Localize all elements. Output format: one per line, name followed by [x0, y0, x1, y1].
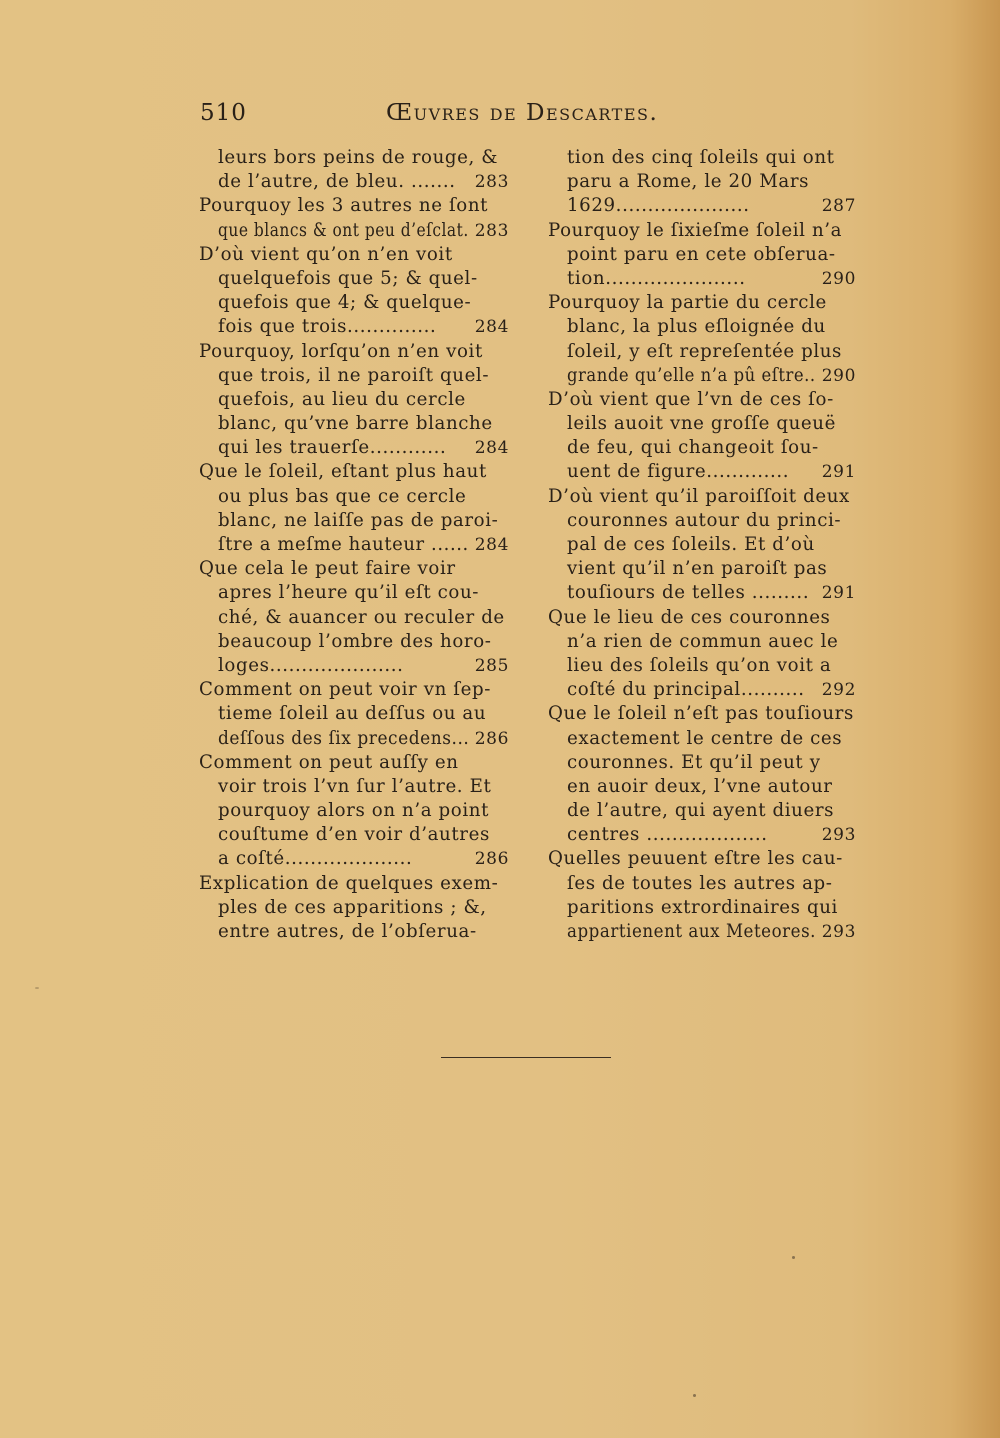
toc-entry-text: point paru en cete obſerua-: [567, 243, 836, 265]
toc-line: [548, 291, 856, 315]
toc-entry-text: uent de figure.............: [567, 461, 790, 483]
toc-page-number: 287: [821, 196, 856, 217]
toc-line: [199, 509, 509, 533]
toc-line: [199, 606, 509, 630]
toc-page-number: 291: [821, 462, 856, 483]
toc-line: [548, 557, 856, 581]
toc-line: [548, 388, 856, 412]
toc-entry-text: pourquoy alors on n’a point: [218, 800, 489, 822]
toc-line: [199, 485, 509, 509]
toc-entry-text: vient qu’il n’en paroiſt pas: [567, 558, 828, 580]
toc-entry-text: blanc, la plus eſloignée du: [567, 316, 826, 338]
toc-entry-text: Que cela le peut faire voir: [199, 558, 456, 580]
toc-entry-text: Comment on peut auſſy en: [199, 751, 459, 773]
toc-line: [199, 364, 509, 388]
toc-page-number: 292: [821, 680, 856, 701]
toc-entry-text: touſiours de telles .........: [567, 582, 810, 604]
toc-entry-text: leurs bors peins de rouge, &: [218, 147, 499, 168]
toc-line: [199, 823, 509, 847]
toc-entry-text: tion des cinq ſoleils qui ont: [567, 147, 835, 168]
toc-line: [548, 219, 856, 243]
toc-line: [199, 581, 509, 605]
toc-entry-text: coſté du principal..........: [567, 679, 805, 701]
toc-entry-text: ché, & auancer ou reculer de: [218, 606, 505, 628]
toc-line: [199, 799, 509, 823]
toc-entry-text: Comment on peut voir vn ſep-: [199, 679, 491, 701]
toc-entry-text: deſſous des ſix precedens...: [218, 727, 470, 749]
toc-line: [548, 872, 856, 896]
toc-page-number: 285: [474, 655, 509, 676]
toc-entry-text: Quelles peuuent eſtre les cau-: [548, 848, 843, 870]
toc-line: [199, 267, 509, 291]
toc-line: [199, 194, 509, 218]
toc-line: [199, 557, 509, 581]
toc-entry-text: entre autres, de l’obſerua-: [218, 921, 477, 942]
toc-entry-text: grande qu’elle n’a pû eſtre..: [567, 364, 816, 386]
toc-line: [199, 460, 509, 484]
toc-line: [199, 678, 509, 702]
toc-line: [199, 219, 509, 243]
toc-entry-text: Que le ſoleil n’eſt pas touſiours: [548, 703, 854, 725]
toc-page-number: 286: [474, 849, 509, 870]
toc-line: [548, 364, 856, 388]
toc-entry-text: ſtre a meſme hauteur ......: [218, 534, 469, 555]
toc-line: [199, 727, 509, 751]
toc-entry-text: quelquefois que 5; & quel-: [218, 267, 478, 289]
toc-entry-text: Pourquoy la partie du cercle: [548, 292, 827, 314]
toc-entry-text: paritions extrordinaires qui: [567, 896, 838, 918]
toc-entry-text: pal de ces ſoleils. Et d’où: [567, 534, 815, 555]
toc-line: [548, 581, 856, 605]
toc-entry-text: Pourquoy le ſixieſme ſoleil n’a: [548, 219, 843, 241]
toc-column-right: [548, 146, 856, 944]
toc-line: [548, 509, 856, 533]
toc-line: [199, 630, 509, 654]
toc-page-number: 293: [821, 922, 856, 942]
paper-speck: [693, 1394, 696, 1397]
toc-page-number: 293: [821, 825, 856, 846]
toc-line: [548, 436, 856, 460]
toc-line: [548, 606, 856, 630]
toc-line: [548, 146, 856, 170]
toc-entry-text: Explication de quelques exem-: [199, 872, 499, 894]
toc-entry-text: beaucoup l’ombre des horo-: [218, 630, 492, 652]
toc-entry-text: tion......................: [567, 267, 746, 289]
toc-line: [199, 340, 509, 364]
paper-speck: [792, 1256, 795, 1259]
toc-entry-text: Que le lieu de ces couronnes: [548, 606, 831, 628]
toc-line: [548, 823, 856, 847]
toc-line: [199, 243, 509, 267]
toc-entry-text: couronnes autour du princi-: [567, 509, 842, 531]
toc-entry-text: ſes de toutes les autres ap-: [567, 872, 833, 894]
toc-entry-text: exactement le centre de ces: [567, 727, 843, 749]
toc-page-number: 291: [821, 583, 856, 604]
toc-entry-text: lieu des ſoleils qu’on voit a: [567, 654, 832, 676]
toc-entry-text: tieme ſoleil au deſſus ou au: [218, 703, 487, 725]
toc-entry-text: Que le ſoleil, eſtant plus haut: [199, 461, 487, 483]
toc-line: [548, 654, 856, 678]
toc-entry-text: apres l’heure qu’il eſt cou-: [218, 582, 480, 604]
toc-page-number: 283: [474, 172, 509, 193]
toc-line: [548, 678, 856, 702]
toc-entry-text: qui les trauerſe............: [218, 437, 447, 459]
toc-entry-text: de l’autre, qui ayent diuers: [567, 800, 835, 822]
toc-line: [548, 630, 856, 654]
toc-entry-text: quefois que 4; & quelque-: [218, 292, 472, 314]
toc-line: [548, 847, 856, 871]
paper-speck: [35, 987, 39, 989]
toc-page-number: 284: [474, 535, 509, 555]
toc-entry-text: D’où vient qu’il paroiſſoit deux: [548, 485, 850, 507]
toc-entry-text: voir trois l’vn ſur l’autre. Et: [218, 775, 492, 797]
toc-entry-text: blanc, ne laiſſe pas de paroi-: [218, 509, 499, 531]
toc-line: [199, 315, 509, 339]
toc-entry-text: Pourquoy les 3 autres ne ſont: [199, 195, 489, 217]
toc-line: [199, 775, 509, 799]
toc-line: [199, 170, 509, 194]
page-number: 510: [200, 100, 247, 126]
toc-entry-text: en auoir deux, l’vne autour: [567, 775, 833, 797]
toc-entry-text: fois que trois..............: [218, 316, 437, 338]
toc-line: [548, 533, 856, 557]
toc-line: [199, 291, 509, 315]
toc-entry-text: Pourquoy, lorſqu’on n’en voit: [199, 340, 483, 362]
end-rule: [441, 1057, 611, 1058]
toc-entry-text: paru a Rome, le 20 Mars: [567, 171, 810, 193]
toc-line: [199, 412, 509, 436]
toc-line: [199, 847, 509, 871]
toc-entry-text: ſoleil, y eſt repreſentée plus: [567, 340, 842, 362]
toc-line: [548, 460, 856, 484]
toc-line: [548, 896, 856, 920]
running-head: Œuvres de Descartes.: [386, 100, 659, 126]
toc-entry-text: couſtume d’en voir d’autres: [218, 824, 490, 846]
toc-line: [199, 702, 509, 726]
toc-line: [548, 485, 856, 509]
toc-line: [199, 896, 509, 920]
page-header: [200, 100, 670, 136]
toc-line: [199, 654, 509, 678]
toc-line: [548, 340, 856, 364]
toc-entry-text: que blancs & ont peu d’eſclat.: [218, 219, 469, 241]
toc-entry-text: centres ...................: [567, 824, 768, 846]
toc-page-number: 286: [474, 728, 509, 749]
toc-entry-text: ples de ces apparitions ; &,: [218, 896, 487, 918]
toc-line: [199, 920, 509, 944]
toc-entry-text: de l’autre, de bleu. .......: [218, 171, 456, 193]
toc-line: [199, 146, 509, 170]
toc-line: [199, 436, 509, 460]
toc-line: [548, 727, 856, 751]
toc-entry-text: quefois, au lieu du cercle: [218, 388, 466, 410]
toc-line: [548, 412, 856, 436]
toc-entry-text: n’a rien de commun auec le: [567, 630, 839, 652]
toc-entry-text: a coſté....................: [218, 848, 413, 870]
toc-entry-text: de feu, qui changeoit ſou-: [567, 437, 819, 459]
toc-entry-text: que trois, il ne paroiſt quel-: [218, 364, 490, 386]
toc-line: [548, 702, 856, 726]
toc-line: [548, 267, 856, 291]
toc-page-number: 284: [474, 317, 509, 338]
toc-column-left: [199, 146, 509, 944]
toc-entry-text: blanc, qu’vne barre blanche: [218, 413, 493, 435]
toc-line: [548, 194, 856, 218]
toc-entry-text: D’où vient que l’vn de ces ſo-: [548, 388, 834, 410]
toc-line: [548, 315, 856, 339]
toc-page-number: 290: [821, 365, 856, 386]
toc-line: [199, 533, 509, 557]
toc-line: [548, 775, 856, 799]
toc-entry-text: loges.....................: [218, 654, 404, 676]
toc-line: [548, 920, 856, 944]
toc-page-number: 284: [474, 438, 509, 459]
toc-line: [199, 388, 509, 412]
toc-page-number: 290: [821, 268, 856, 289]
toc-line: [199, 872, 509, 896]
toc-line: [199, 751, 509, 775]
toc-entry-text: appartienent aux Meteores.: [567, 921, 817, 942]
toc-entry-text: leils auoit vne groſſe queuë: [567, 413, 836, 435]
toc-line: [548, 170, 856, 194]
toc-entry-text: 1629.....................: [567, 195, 750, 217]
toc-line: [548, 799, 856, 823]
toc-entry-text: couronnes. Et qu’il peut y: [567, 751, 821, 773]
toc-page-number: 283: [474, 220, 509, 241]
toc-line: [548, 751, 856, 775]
toc-line: [548, 243, 856, 267]
toc-entry-text: D’où vient qu’on n’en voit: [199, 243, 453, 265]
toc-entry-text: ou plus bas que ce cercle: [218, 485, 467, 507]
